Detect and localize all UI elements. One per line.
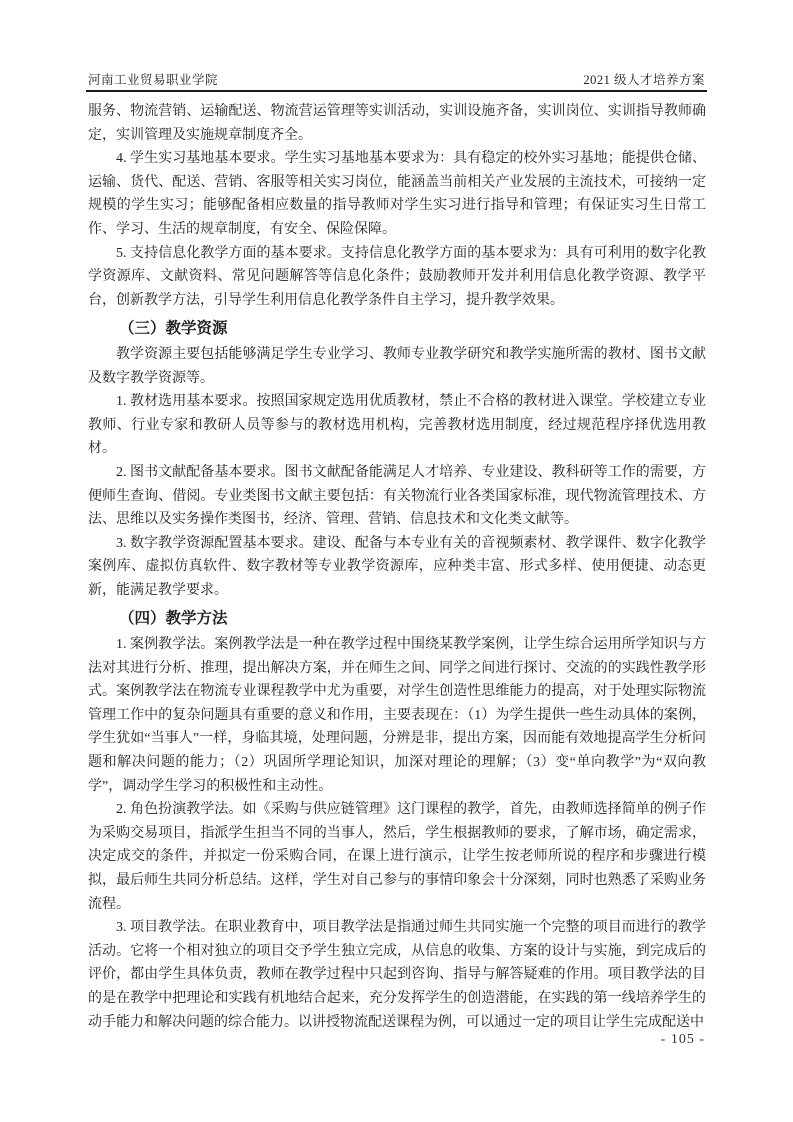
- paragraph: 4. 学生实习基地基本要求。学生实习基地基本要求为：具有稳定的校外实习基地；能提供仓储、运输、货代、配送、营销、客服等相关实习岗位，能涵盖当前相关产业发展的主流技术，可接纳一定规模的学生实习；能够配备相应数量的指导教师对学生实习进行指导和管理；有保证实习生日常工作、学习、生活的规章制度，有安全、保险保障。: [88, 151, 706, 237]
- header-plan-title: 2021 级人才培养方案: [583, 73, 705, 87]
- paragraph: 3. 项目教学法。在职业教育中，项目教学法是指通过师生共同实施一个完整的项目而进行的教学活动。它将一个相对独立的项目交予学生独立完成，从信息的收集、方案的设计与实施，到完成后的评价，都由学生具体负责，教师在教学过程中只起到咨询、指导与解答疑难的作用。项目教学法的目的是在教学中把理论和实践有机地结合起来，充分发挥学生的创造潜能，在实践的第一线培养学生的动手能力和解决问题的综合能力。以讲授物流配送课程为例，可以通过一定的项目让学生完成配送中: [88, 920, 706, 1030]
- header-institution: 河南工业贸易职业学院: [88, 73, 219, 87]
- paragraph: 5. 支持信息化教学方面的基本要求。支持信息化教学方面的基本要求为：具有可利用的数字化教学资源库、文献资料、常见问题解答等信息化条件；鼓励教师开发并利用信息化教学资源、教学平台，创新教学方法，引导学生利用信息化教学条件自主学习，提升教学效果。: [88, 245, 706, 308]
- section-heading-teaching-resources: （三）教学资源: [119, 320, 228, 338]
- document-body: [88, 100, 706, 1034]
- paragraph: 1. 案例教学法。案例教学法是一种在教学过程中围绕某教学案例，让学生综合运用所学知识与方法对其进行分析、推理，提出解决方案，并在师生之间、同学之间进行探讨、交流的的实践性教学形式。案例教学法在物流专业课程教学中尤为重要，对学生创造性思维能力的提高，对于处理实际物流管理工作中的复杂问题具有重要的意义和作用，主要表现在：（1）为学生提供一些生动具体的案例，学生犹如“当事人”一样，身临其境，处理问题，分辨是非，提出方案，因而能有效地提高学生分析问题和解决问题的能力；（2）巩固所学理论知识，加深对理论的理解；（3）变“单向教学”为“双向教学”，调动学生学习的积极性和主动性。: [88, 637, 706, 794]
- paragraph: 1. 教材选用基本要求。按照国家规定选用优质教材，禁止不合格的教材进入课堂。学校建立专业教师、行业专家和教研人员等参与的教材选用机构，完善教材选用制度，经过规范程序择优选用教材。: [88, 394, 706, 457]
- page-number: - 105 -: [660, 1032, 705, 1047]
- paragraph-continuation: 服务、物流营销、运输配送、物流营运管理等实训活动，实训设施齐备，实训岗位、实训指导教师确定，实训管理及实施规章制度齐全。: [88, 104, 706, 143]
- paragraph: 2. 图书文献配备基本要求。图书文献配备能满足人才培养、专业建设、教科研等工作的需要，方便师生查询、借阅。专业类图书文献主要包括：有关物流行业各类国家标准，现代物流管理技术、方法、思维以及实务操作类图书，经济、管理、营销、信息技术和文化类文献等。: [88, 464, 706, 528]
- paragraph: 2. 角色扮演教学法。如《采购与供应链管理》这门课程的教学，首先，由教师选择简单的例子作为采购交易项目，指派学生担当不同的当事人，然后，学生根据教师的要求，了解市场，确定需求，决定成交的条件，并拟定一份采购合同，在课上进行演示，让学生按老师所说的程序和步骤进行模拟，最后师生共同分析总结。这样，学生对自己参与的事情印象会十分深刻，同时也熟悉了采购业务流程。: [88, 802, 706, 912]
- header-rule: [86, 90, 707, 92]
- paragraph: 教学资源主要包括能够满足学生专业学习、教师专业教学研究和教学实施所需的教材、图书文献及数字教学资源等。: [88, 346, 706, 386]
- paragraph: 3. 数字教学资源配置基本要求。建设、配备与本专业有关的音视频素材、教学课件、数字化教学案例库、虚拟仿真软件、数字教材等专业教学资源库，应种类丰富、形式多样、使用便捷、动态更新，能满足教学要求。: [88, 535, 706, 598]
- section-heading-teaching-methods: （四）教学方法: [119, 610, 228, 628]
